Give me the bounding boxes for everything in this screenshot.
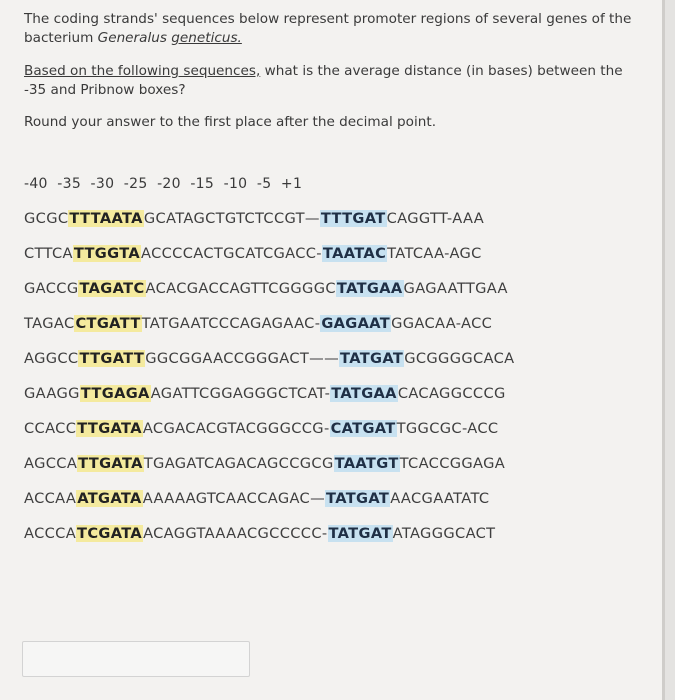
prompt-underlined: Based on the following sequences, — [24, 63, 261, 79]
pribnow-box: TATGAA — [331, 385, 397, 402]
seq-prefix: ACCCA — [24, 525, 77, 542]
answer-input[interactable] — [22, 641, 250, 677]
spacer-sequence: AAAAAGTCAACCAGAC— — [142, 490, 326, 507]
seq-suffix: AACGAATATC — [390, 490, 490, 507]
seq-prefix: GAAGG — [24, 385, 80, 402]
pribnow-box: GAGAAT — [321, 315, 391, 332]
sequence-row — [24, 420, 498, 437]
seq-prefix: TAGAC — [24, 315, 75, 332]
pribnow-box: TATGAT — [326, 490, 390, 507]
minus35-box: TCGATA — [77, 525, 143, 542]
rounding-instruction: Round your answer to the first place after the decimal point. — [24, 114, 437, 130]
minus35-box: TTGAGA — [80, 385, 150, 402]
pribnow-box: TATGAT — [328, 525, 392, 542]
pribnow-box: TATGAT — [340, 350, 404, 367]
intro-text: The coding strands' sequences below represent promoter regions of several genes of the bacterium — [24, 11, 632, 46]
spacer-sequence: TATGAATCCCAGAGAAC- — [141, 315, 321, 332]
spacer-sequence: AGATTCGGAGGGCTCAT- — [150, 385, 331, 402]
spacer-sequence: GCATAGCTGTCTCCGT— — [143, 210, 320, 227]
minus35-box: ATGATA — [77, 490, 142, 507]
seq-suffix: GAGAATTGAA — [403, 280, 508, 297]
sequence-row — [24, 525, 495, 542]
seq-prefix: AGCCA — [24, 455, 78, 472]
pribnow-box: TAATAC — [322, 245, 387, 262]
seq-prefix: GCGC — [24, 210, 69, 227]
seq-suffix: TATCAA-AGC — [387, 245, 482, 262]
minus35-box: TTGATT — [79, 350, 145, 367]
sequence-row — [24, 315, 492, 332]
spacer-sequence: TGAGATCAGACAGCCGCG — [143, 455, 334, 472]
pribnow-box: CATGAT — [330, 420, 396, 437]
spacer-sequence: ACGACACGTACGGGCCG- — [142, 420, 330, 437]
spacer-sequence: ACAGGTAAAACGCCCCC- — [143, 525, 328, 542]
seq-suffix: CAGGTT-AAA — [386, 210, 485, 227]
spacer-sequence: ACCCCACTGCATCGACC- — [141, 245, 322, 262]
seq-prefix: CCACC — [24, 420, 77, 437]
seq-prefix: ACCAA — [24, 490, 77, 507]
sequence-row — [24, 490, 489, 507]
question-prompt — [24, 62, 644, 100]
seq-suffix: GCGGGGCACA — [404, 350, 515, 367]
seq-suffix: GGACAA-ACC — [391, 315, 493, 332]
seq-suffix: ATAGGGCACT — [392, 525, 496, 542]
spacer-sequence: GGCGGAACCGGGACT—— — [145, 350, 340, 367]
prompt-rest: what is the average distance (in bases) between the -35 and Pribnow boxes? — [24, 63, 623, 98]
minus35-box: TTGATA — [77, 420, 142, 437]
pribnow-box: TTTGAT — [320, 210, 386, 227]
question-intro — [24, 10, 644, 48]
minus35-box: TTGATA — [78, 455, 143, 472]
organism-species: geneticus. — [171, 30, 242, 46]
sequence-row — [24, 455, 505, 472]
seq-prefix: AGGCC — [24, 350, 79, 367]
seq-suffix: TGGCGC-ACC — [396, 420, 499, 437]
minus35-box: CTGATT — [75, 315, 141, 332]
pribnow-box: TATGAA — [336, 280, 403, 297]
seq-suffix: CACAGGCCCG — [397, 385, 506, 402]
seq-prefix: GACCG — [24, 280, 79, 297]
sequence-row — [24, 385, 506, 402]
minus35-box: TTTAATA — [69, 210, 143, 227]
minus35-box: TAGATC — [79, 280, 145, 297]
right-margin — [665, 0, 675, 700]
sequence-row — [24, 280, 508, 297]
minus35-box: TTGGTA — [73, 245, 141, 262]
sequence-row — [24, 245, 482, 262]
position-scale: -40 -35 -30 -25 -20 -15 -10 -5 +1 — [24, 176, 303, 192]
spacer-sequence: ACACGACCAGTTCGGGGC — [145, 280, 336, 297]
organism-genus: Generalus — [97, 30, 167, 46]
pribnow-box: TAATGT — [334, 455, 399, 472]
seq-suffix: TCACCGGAGA — [399, 455, 506, 472]
seq-prefix: CTTCA — [24, 245, 73, 262]
sequence-row — [24, 210, 484, 227]
sequence-row — [24, 350, 515, 367]
